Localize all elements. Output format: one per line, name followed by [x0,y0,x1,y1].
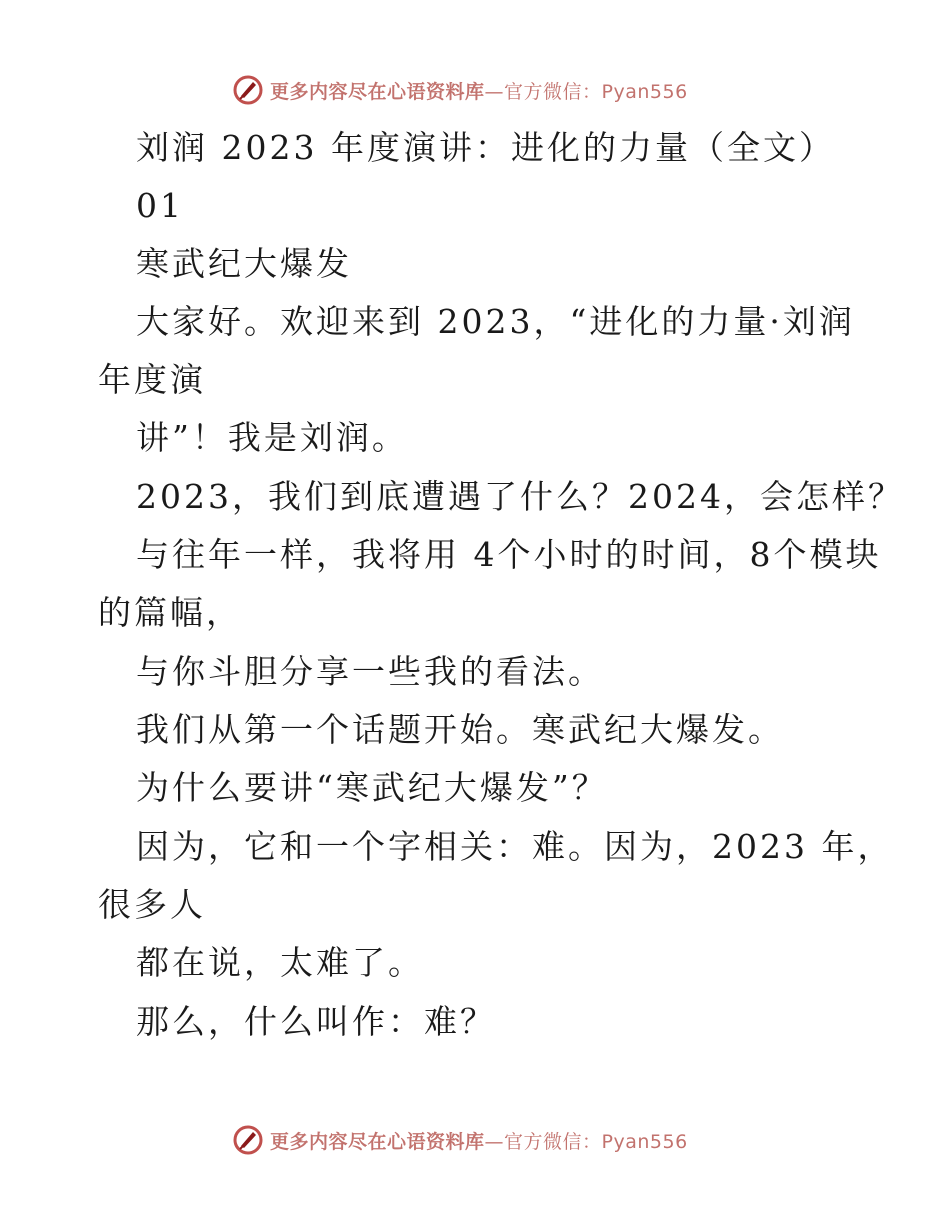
paragraph-line: 很多人 [98,885,206,924]
watermark-id: Pyan556 [601,80,688,103]
watermark-text [270,77,688,104]
watermark-suffix: 官方微信： [504,1130,602,1153]
watermark-dash: — [484,1130,505,1153]
paragraph-line: 与你斗胆分享一些我的看法。 [136,652,604,691]
watermark-dash: — [484,80,505,103]
paragraph-line: 为什么要讲“寒武纪大爆发”？ [136,768,608,807]
quill-logo-icon [232,1124,264,1156]
watermark-main: 更多内容尽在心语资料库 [270,1130,485,1153]
quill-logo-icon [232,74,264,106]
footer-watermark [232,1120,712,1160]
watermark-suffix: 官方微信： [504,80,602,103]
paragraph-line: 的篇幅， [98,593,242,632]
paragraph-line: 讲”！我是刘润。 [136,418,408,457]
paragraph-line: 我们从第一个话题开始。寒武纪大爆发。 [136,710,784,749]
paragraph-line: 2023，我们到底遭遇了什么？2024，会怎样？ [136,477,904,516]
watermark-text [270,1127,688,1154]
paragraph-line: 那么，什么叫作：难？ [136,1002,496,1041]
document-title: 刘润 2023 年度演讲：进化的力量（全文） [136,128,835,167]
paragraph-line: 年度演 [98,360,206,399]
section-number: 01 [136,186,184,225]
watermark-id: Pyan556 [601,1130,688,1153]
paragraph-line: 都在说，太难了。 [136,943,424,982]
paragraph-line: 与往年一样，我将用 4个小时的时间，8个模块 [136,535,882,574]
watermark-main: 更多内容尽在心语资料库 [270,80,485,103]
paragraph-line: 因为，它和一个字相关：难。因为，2023 年， [136,827,894,866]
paragraph-line: 大家好。欢迎来到 2023，“进化的力量·刘润 [136,302,855,341]
section-heading: 寒武纪大爆发 [136,244,352,283]
header-watermark [232,70,712,110]
